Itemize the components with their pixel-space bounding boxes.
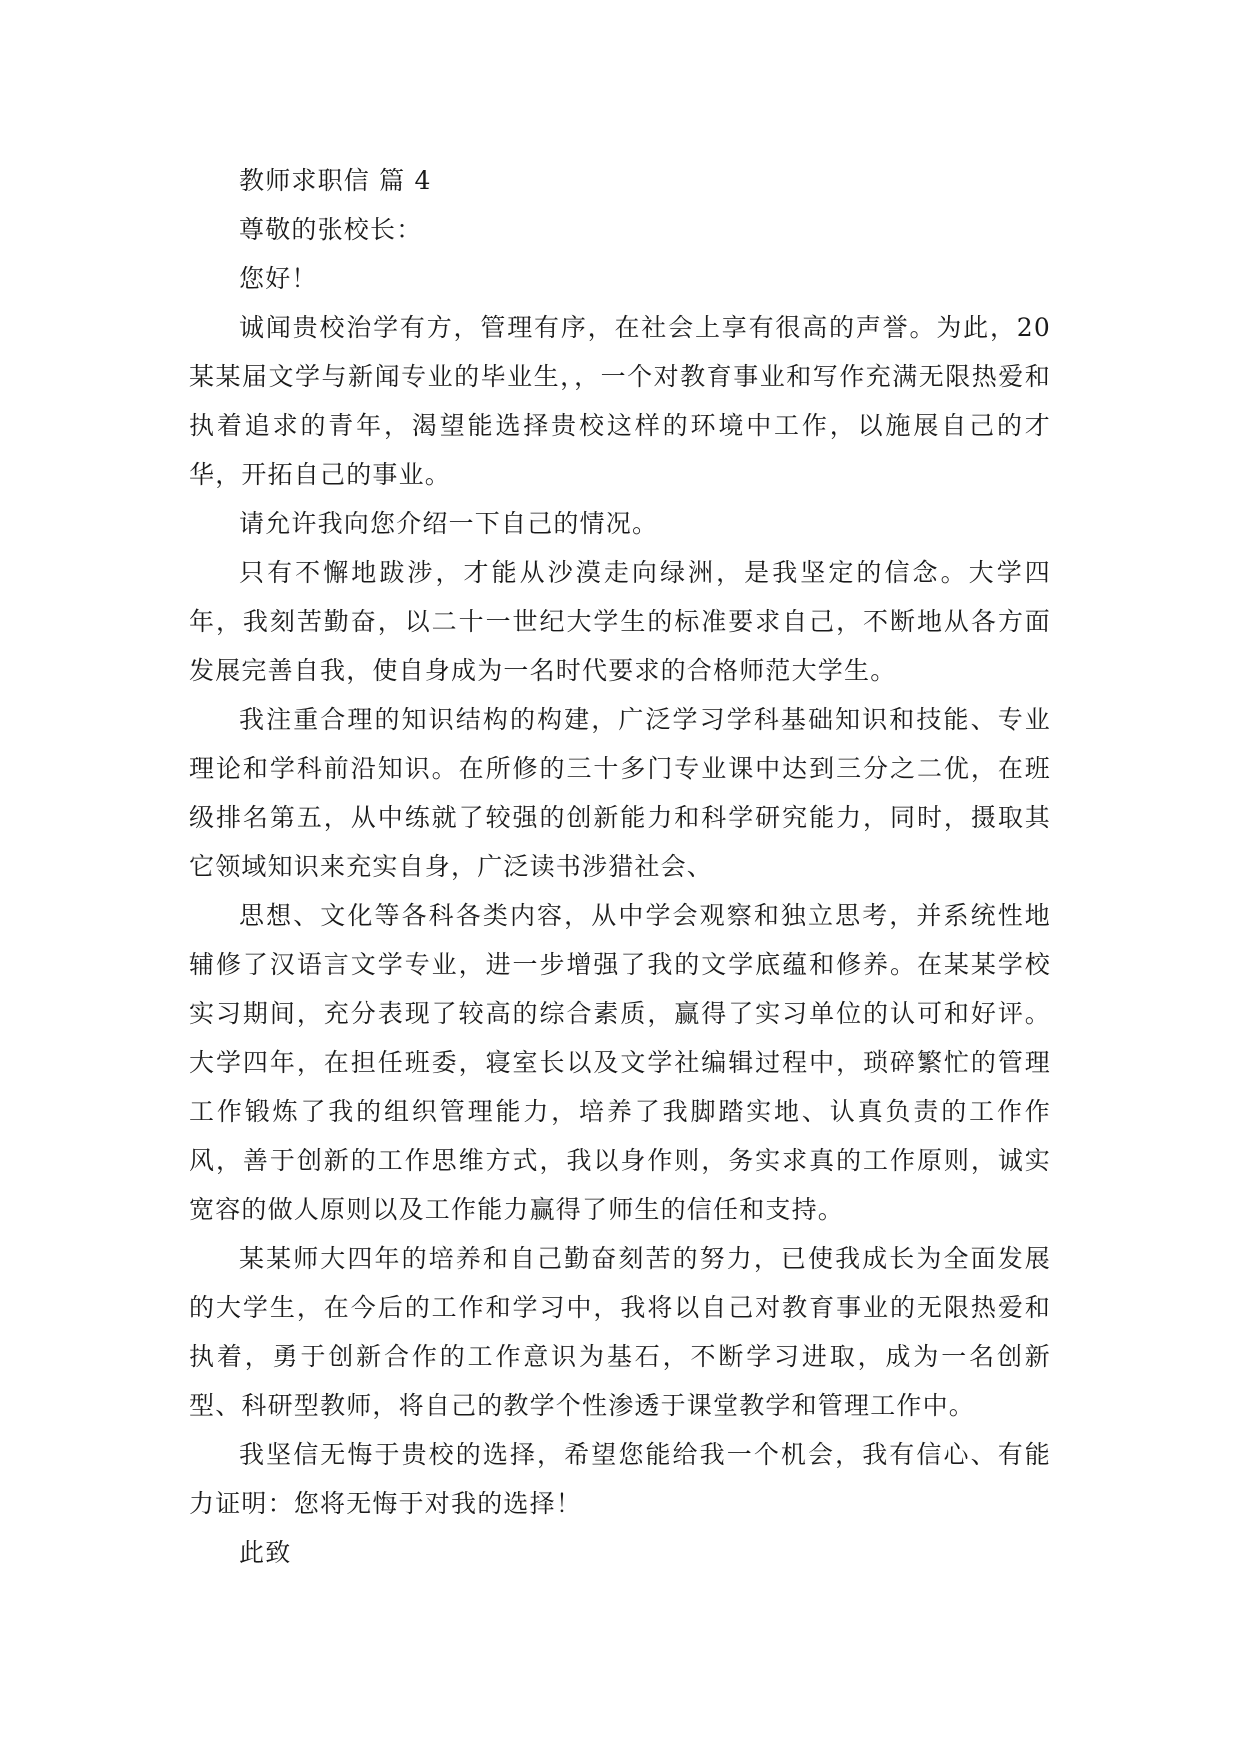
paragraph-introduce-self: 请允许我向您介绍一下自己的情况。 xyxy=(239,509,659,538)
paragraph-knowledge: 我注重合理的知识结构的构建，广泛学习学科基础知识和技能、专业理论和学科前沿知识。在所修的三十多门专业课中达到三分之二优，在班级排名第五，从中练就了较强的创新能力和科学研究能力，同时，摄取其它领域知识来充实自身，广泛读书涉猎社会、 xyxy=(189,705,1051,881)
paragraph-growth: 某某师大四年的培养和自己勤奋刻苦的努力，已使我成长为全面发展的大学生，在今后的工作和学习中，我将以自己对教育事业的无限热爱和执着，勇于创新合作的工作意识为基石，不断学习进取，成为一名创新型、科研型教师，将自己的教学个性渗透于课堂教学和管理工作中。 xyxy=(189,1244,1051,1420)
letter-body xyxy=(189,156,1051,1577)
paragraph-intro: 诚闻贵校治学有方，管理有序，在社会上享有很高的声誉。为此，20 某某届文学与新闻专业的毕业生，，一个对教育事业和写作充满无限热爱和执着追求的青年，渴望能选择贵校这样的环境中工作，以施展自己的才华，开拓自己的事业。 xyxy=(189,313,1051,489)
letter-salutation: 尊敬的张校长： xyxy=(239,215,423,244)
paragraph-belief: 只有不懈地跋涉，才能从沙漠走向绿洲，是我坚定的信念。大学四年，我刻苦勤奋，以二十一世纪大学生的标准要求自己，不断地从各方面发展完善自我，使自身成为一名时代要求的合格师范大学生。 xyxy=(189,558,1051,685)
letter-title: 教师求职信 篇 4 xyxy=(239,166,432,195)
letter-greeting: 您好！ xyxy=(239,264,318,293)
paragraph-confidence: 我坚信无悔于贵校的选择，希望您能给我一个机会，我有信心、有能力证明：您将无悔于对我的选择！ xyxy=(189,1440,1051,1518)
letter-closing: 此致 xyxy=(239,1538,292,1567)
paragraph-experience: 思想、文化等各科各类内容，从中学会观察和独立思考，并系统性地辅修了汉语言文学专业，进一步增强了我的文学底蕴和修养。在某某学校实习期间，充分表现了较高的综合素质，赢得了实习单位的认可和好评。 大学四年，在担任班委，寝室长以及文学社编辑过程中，琐碎繁忙的管理工作锻炼了我的组织管理能力，培养了我脚踏实地、认真负责的工作作风，善于创新的工作思维方式，我以身作则，务实求真的工作原则，诚实宽容的做人原则以及工作能力赢得了师生的信任和支持。 xyxy=(189,901,1051,1224)
